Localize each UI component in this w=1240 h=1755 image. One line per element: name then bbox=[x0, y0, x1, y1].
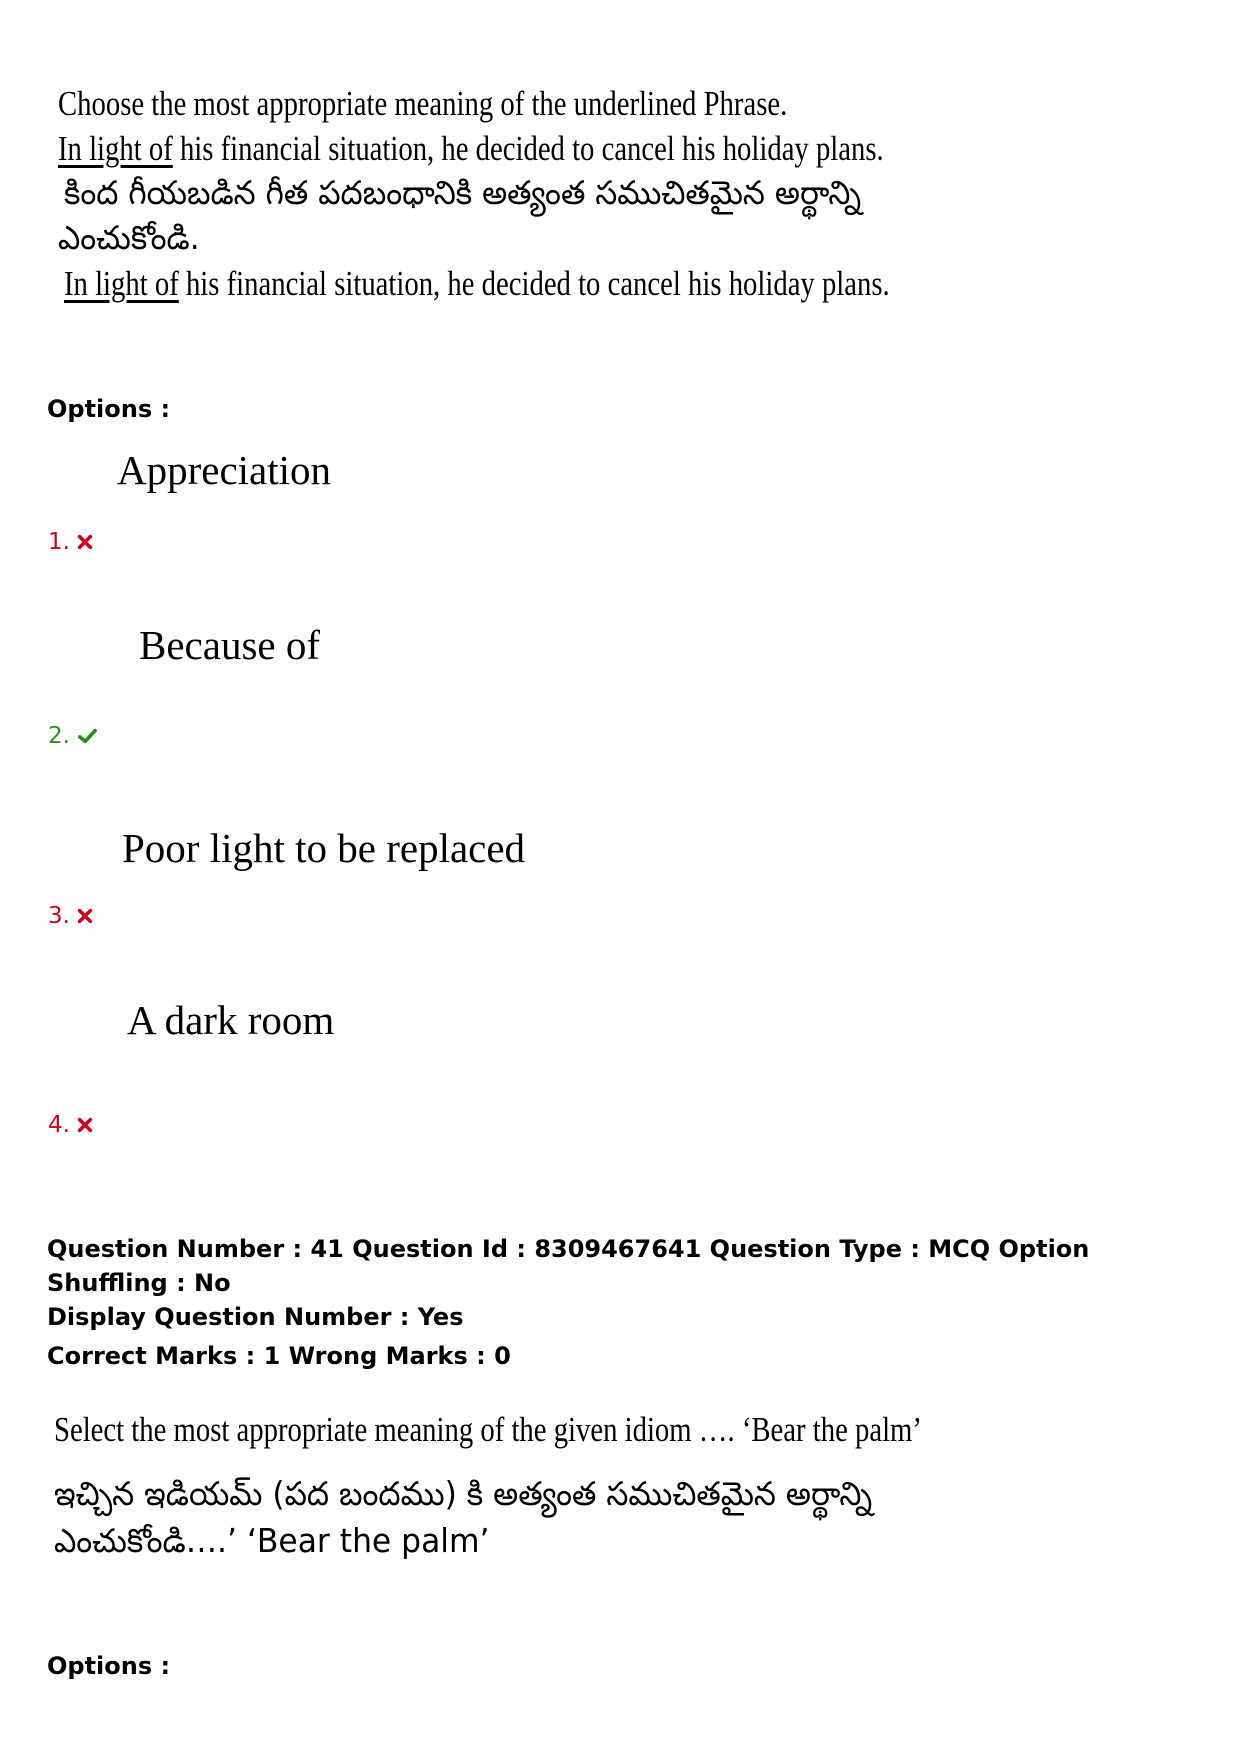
option-1-number: 1. bbox=[48, 529, 94, 555]
option-2-text: Because of bbox=[139, 622, 320, 668]
underlined-phrase-repeat: In light of bbox=[64, 264, 179, 303]
option-4-text: A dark room bbox=[127, 997, 335, 1043]
check-icon bbox=[76, 727, 98, 745]
question-sentence-repeat: In light of his financial situation, he decided to cancel his holiday plans. bbox=[64, 264, 890, 303]
options-label: Options : bbox=[47, 395, 171, 423]
question-meta-display: Display Question Number : Yes bbox=[47, 1303, 464, 1331]
question-instruction-telugu: కింద గీయబడిన గీత పదబంధానికి అత్యంత సముచితమైన అర్థాన్ని bbox=[64, 173, 862, 212]
idiom-instruction: Select the most appropriate meaning of the given idiom …. ‘Bear the palm’ bbox=[54, 1410, 922, 1449]
idiom-instruction-telugu: ఇచ్చిన ఇడియమ్ (పద బందము) కి అత్యంత సముచితమైన అర్థాన్ని bbox=[54, 1474, 873, 1513]
options-label-2: Options : bbox=[47, 1652, 171, 1680]
question-marks: Correct Marks : 1 Wrong Marks : 0 bbox=[47, 1342, 511, 1370]
question-instruction: Choose the most appropriate meaning of the underlined Phrase. bbox=[58, 84, 788, 123]
cross-icon bbox=[76, 907, 94, 925]
cross-icon bbox=[76, 1116, 94, 1134]
question-meta-line: Question Number : 41 Question Id : 8309467641 Question Type : MCQ Option Shuffling : No bbox=[47, 1235, 1090, 1297]
cross-icon bbox=[76, 533, 94, 551]
question-1-text bbox=[58, 86, 1071, 301]
option-3-text: Poor light to be replaced bbox=[122, 825, 526, 871]
question-sentence: In light of his financial situation, he decided to cancel his holiday plans. bbox=[58, 129, 884, 168]
question-2-text bbox=[54, 1410, 1112, 1560]
option-3-number: 3. bbox=[48, 903, 94, 929]
question-instruction-telugu-2: ఎంచుకోండి. bbox=[58, 218, 200, 257]
option-1-text: Appreciation bbox=[117, 447, 332, 493]
underlined-phrase: In light of bbox=[58, 129, 173, 168]
idiom-instruction-telugu-2: ఎంచుకోండి….’ ‘Bear the palm’ bbox=[54, 1521, 490, 1560]
question-41-meta bbox=[47, 1232, 1217, 1373]
option-2-number: 2. bbox=[48, 723, 98, 749]
option-4-number: 4. bbox=[48, 1112, 94, 1138]
